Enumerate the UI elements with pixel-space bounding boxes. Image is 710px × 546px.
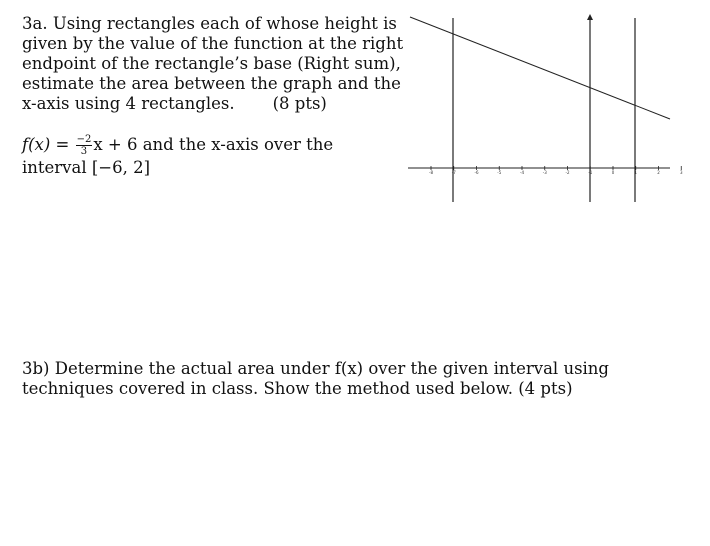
x-tick-label: -4 [520,170,524,175]
fraction-numerator: −2 [76,134,92,145]
x-tick-label: 0 [611,170,615,175]
function-line [410,17,670,119]
x-axis-ticks [429,166,683,175]
function-label: f(x) = [22,135,70,154]
x-tick-label: -6 [474,170,479,175]
x-tick-label: -3 [542,170,547,175]
q3a-line-5-text: x-axis using 4 rectangles. [22,94,235,113]
q3a-line-3: endpoint of the rectangle’s base (Right sum), [22,54,401,73]
x-tick-label: 1 [634,170,638,175]
q3b-line-1: 3b) Determine the actual area under f(x) over the given interval using [22,359,609,378]
x-tick-label: 3 [679,170,683,175]
x-tick-label: -7 [451,170,456,175]
q3a-line-1: 3a. Using rectangles each of whose height is [22,14,397,33]
x-tick-label: -1 [588,170,593,175]
x-tick-label: -5 [497,170,502,175]
interval-line: interval [−6, 2] [22,158,151,177]
q3b-line-2: techniques covered in class. Show the method used below. (4 pts) [22,379,573,398]
x-tick-label: -8 [429,170,433,175]
formula-rest: x + 6 and the x-axis over the [93,135,334,154]
q3a-points: (8 pts) [272,94,327,113]
x-tick-label: 2 [657,170,660,175]
x-tick-label: -2 [565,170,570,175]
fraction-denominator: 3 [80,146,88,157]
q3a-line-2: given by the value of the function at the right [22,34,404,53]
y-axis-arrow [587,14,593,20]
q3a-line-4: estimate the area between the graph and the [22,74,401,93]
